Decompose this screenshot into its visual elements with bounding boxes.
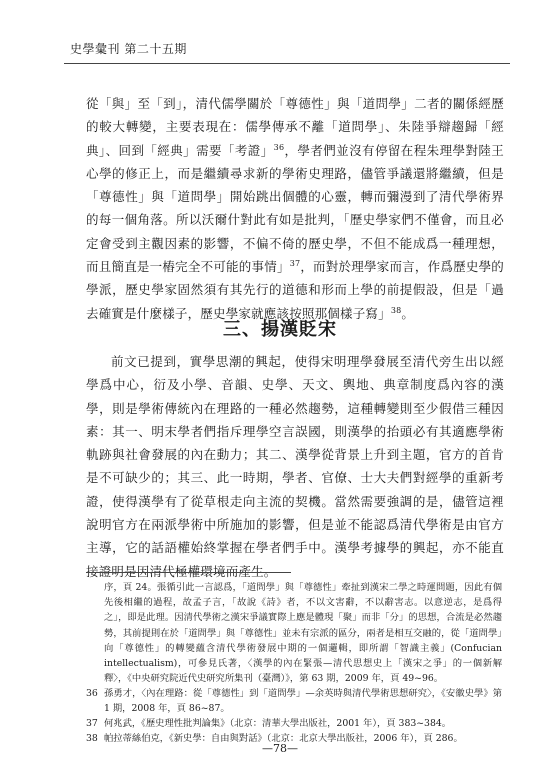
running-header: 史學彙刊 第二十五期: [70, 42, 187, 56]
paragraph-text: ，學者們並沒有停留在程朱理學對陸王心學的修正上，而是繼續尋求新的學術史理路，儘管爭議還將繼續，但是「尊德性」與「道問學」開始跳出個體的心靈，轉而彌漫到了清代學術界的每一個角落。所以沃爾什對此有如是批判，「歷史學家們不僅會，而且必定會受到主觀因素的影響，不偏不倚的歷史學，不但不能成爲一種理想，而且簡直是一樁完全不可能的事情」: [86, 142, 504, 275]
footnote-number: 36: [86, 688, 98, 699]
footnote-ref-37[interactable]: 37: [289, 258, 301, 268]
footnote-continuation: 序，頁 24。張循引此一言認爲，「道問學」與「尊德性」牽扯到漢宋二學之時運問題，因此有個先後相繼的過程，故孟子言，「故說《詩》者，不以文害辭，不以辭害志。以意逆志，是爲得之」，即是此理。因清代學術之漢宋爭議實際上應是體現「聚」而非「分」的思想，合流是必然趨勢，其前提則在於「道問學」與「尊德性」並未有宗派的區分，兩者是相互交融的，從「道問學」向「尊德性」的轉變蘊含清代學術發展中期的一個邏輯，即所謂「智識主義」(Confucian intellectualism)，可參見氏著，〈漢學的內在緊張—清代思想史上「漢宋之爭」的一個新解釋〉，《中央研究院近代史研究所集刊（臺灣）》，第 63 期，2009 年，頁 49~96。: [104, 582, 502, 685]
body-paragraph-2: 前文已提到，實學思潮的興起，使得宋明理學發展至清代旁生出以經學爲中心，衍及小學、音韻、史學、天文、輿地、典章制度爲內容的漢學，則是學術傳統內在理路的一種必然趨勢，這種轉變則至少假借三種因素：其一、明末學者們指斥理學空言誤國，則漢學的抬頭必有其適應學術軌跡與社會發展的內在動力；其二、漢學從背景上升到主題，官方的首肯是不可缺少的；其三、此一時期，學者、官僚、士大夫們對經學的重新考證，使得漢學有了從草根走向主流的契機。當然需要強調的是，儘管這裡說明官方在兩派學術中所施加的影響，但是並不能認爲清代學術是由官方主導，它的話語權始終掌握在學者們手中。漢學考據學的興起，亦不能直接證明是因清代極權環境而產生。: [86, 354, 504, 579]
paragraph-text: ，而對於理學家而言，作爲歷史學的學派，歷史學家固然須有其先行的道德和形而上學的前提假設，但是「過去確實是什麼樣子，歷史學家就應該按照那個樣子寫」: [86, 259, 504, 321]
footnote-38: 帕拉蒂絲伯克，《新史學：自由與對話》（北京：北京大學出版社，2006 年），頁 286。: [104, 733, 463, 744]
paragraph-text: 。: [401, 305, 415, 321]
paragraph-text: 從「與」至「到」，清代儒學關於「尊德性」與「道問學」二者的關係經歷的較大轉變，主要表現在：儒學傳承不離「道問學」、朱陸爭辯趨歸「經典」、回到「經典」需要「考證」: [86, 96, 504, 158]
footnote-ref-38[interactable]: 38: [390, 305, 402, 315]
page-number: —78—: [262, 742, 298, 755]
footnote-divider: [86, 572, 291, 573]
footnote-number: 37: [86, 718, 98, 729]
footnote-36: 孫勇才，〈內在理路：從「尊德性」到「道問學」—余英時與清代學術思想研究〉，《安徽史學》第 1 期，2008 年，頁 86~87。: [104, 688, 502, 715]
footnote-number: 38: [86, 733, 98, 744]
section-heading: 三、揚漢貶宋: [223, 319, 337, 340]
footnote-ref-36[interactable]: 36: [273, 142, 285, 152]
header-divider: [64, 63, 510, 64]
body-paragraph-1: [86, 92, 504, 325]
footnote-37: 何兆武，《歷史理性批判論集》（北京：清華大學出版社，2001 年），頁 383~384。: [104, 718, 452, 729]
